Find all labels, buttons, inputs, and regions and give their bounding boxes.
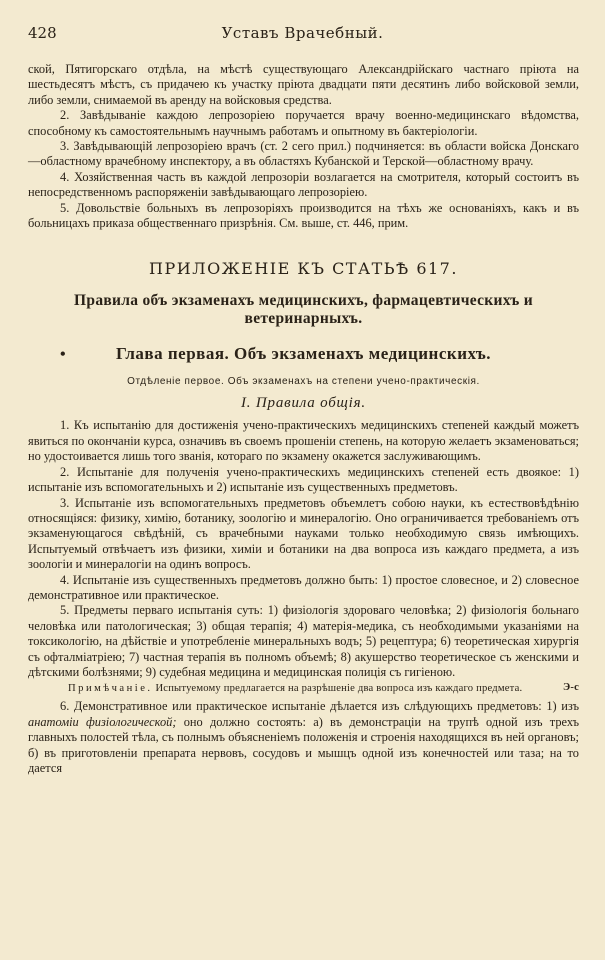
chapter-title: Глава первая. Объ экзаменахъ медицинскихъ. bbox=[115, 344, 491, 364]
para6-end: оно должно состоять: а) въ демонстраціи на трупѣ одной изъ трехъ главныхъ полостей тѣла, съ полнымъ объясненіемъ положенія и строенія находящихся въ ней органовъ; б) въ приготовленіи препарата нервовъ, сосудовъ и мышцъ одной изъ конечностей или таза; на то дается bbox=[28, 714, 580, 775]
running-title: Уставъ Врачебный. bbox=[221, 24, 384, 42]
rule-paragraph: 1. Къ испытанію для достиженія учено-практическихъ медицинскихъ степеней каждый можетъ явиться по окончаніи курса, означивъ въ своемъ прошеніи степень, на которую желаетъ экзаменоваться; но удостоивается лишь того званія, котораго по экзамену окажется заслуживающимъ. bbox=[28, 418, 579, 464]
article-paragraph: 3. Завѣдывающій лепрозоріею врачъ (ст. 2 сего прил.) подчиняется: въ области войска Донскаго—областному врачебному инспектору, а въ областяхъ Кубанской и Терской—областному врачу. bbox=[28, 139, 579, 169]
article-paragraph: 5. Довольствіе больныхъ въ лепрозоріяхъ производится на тѣхъ же основаніяхъ, какъ и въ больницахъ приказа общественнаго призрѣнія. См. выше, ст. 446, прим. bbox=[28, 200, 579, 231]
page-number: 428 bbox=[28, 24, 57, 42]
subheading: I. Правила общія. bbox=[241, 395, 366, 412]
para6-italic: анатоміи физіологической; bbox=[28, 714, 177, 729]
rule-paragraph: 3. Испытаніе изъ вспомогательныхъ предметовъ объемлетъ собою науки, къ естествовѣдѣнію относящіяся: физику, химію, ботанику, зоологію и минералогію. Оно ограничивается требованіемъ отъ экзаменующагося свѣдѣній, съ врачебными науками только необходимую связь имѣющихъ. Испытуемый отвѣчаетъ изъ физики, химіи и ботаники на два вопроса изъ каждаго предмета, а изъ зоологіи и минералогіи на одинъ вопросъ. bbox=[28, 495, 579, 572]
continued-paragraph: ской, Пятигорскаго отдѣла, на мѣстѣ существующаго Александрійскаго частнаго пріюта на шестьдесятъ мѣстъ, съ придачею къ участку пріюта двадцати пяти десятинъ либо войсковой земли, либо земли, снимаемой въ аренду на войсковыя средства. bbox=[28, 62, 579, 107]
para6-start: 6. Демонстративное или практическое испытаніе дѣлается изъ слѣдующихъ предметовъ: 1) изъ bbox=[60, 699, 579, 714]
rule-paragraph: 2. Испытаніе для полученія учено-практическихъ медицинскихъ степеней есть двоякое: 1) испытаніе изъ вспомогательныхъ и 2) испытаніе изъ существенныхъ предметовъ. bbox=[28, 464, 579, 495]
printer-mark: Э-с bbox=[562, 682, 579, 694]
article-paragraph: 4. Хозяйственная часть въ каждой лепрозоріи возлагается на смотрителя, который состоитъ въ непосредственномъ распоряженіи завѣдывающаго лепрозоріею. bbox=[28, 169, 579, 200]
appendix-title: ПРИЛОЖЕНІЕ КЪ СТАТЬѢ 617. bbox=[149, 259, 458, 279]
section-title: Отдѣленіе первое. Объ экзаменахъ на степени учено-практическія. bbox=[127, 376, 480, 388]
rule-paragraph: 5. Предметы перваго испытанія суть: 1) физіологія здороваго человѣка; 2) физіологія больнаго человѣка или патологическая; 3) общая терапія; 4) матерія-медика, съ необходимыми указаніями на токсикологію, на дѣйствіе и употребленіе минеральныхъ водъ; 5) рецептура; 6) теоретическая хирургія съ офталміатріею; 7) частная терапія въ полномъ объемѣ; 8) акушерство теоретическое съ женскими и дѣтскими болѣзнями; 9) судебная медицина и медицинская полиція съ гигіеною. bbox=[28, 603, 579, 679]
note-label: Примѣчаніе. bbox=[68, 683, 153, 695]
footnote bbox=[28, 682, 579, 696]
note-text: Испытуемому предлагается на разрѣшеніе два вопроса изъ каждаго предмета. bbox=[155, 683, 523, 695]
bullet-mark: • bbox=[60, 346, 67, 364]
article-paragraph: 2. Завѣдываніе каждою лепрозоріею поручается врачу военно-медицинскаго вѣдомства, способному къ самостоятельнымъ научнымъ работамъ и опытному въ бактеріологіи. bbox=[28, 108, 579, 138]
rule-paragraph: 4. Испытаніе изъ существенныхъ предметовъ должно быть: 1) простое словесное, и 2) словесное демонстративное или практическое. bbox=[28, 572, 579, 602]
chapter-heading bbox=[28, 344, 579, 364]
page-body bbox=[28, 62, 579, 776]
rule-paragraph bbox=[28, 699, 579, 776]
rules-title: Правила объ экзаменахъ медицинскихъ, фармацевтическихъ и ветеринарныхъ. bbox=[74, 292, 533, 328]
page-header bbox=[28, 24, 577, 44]
